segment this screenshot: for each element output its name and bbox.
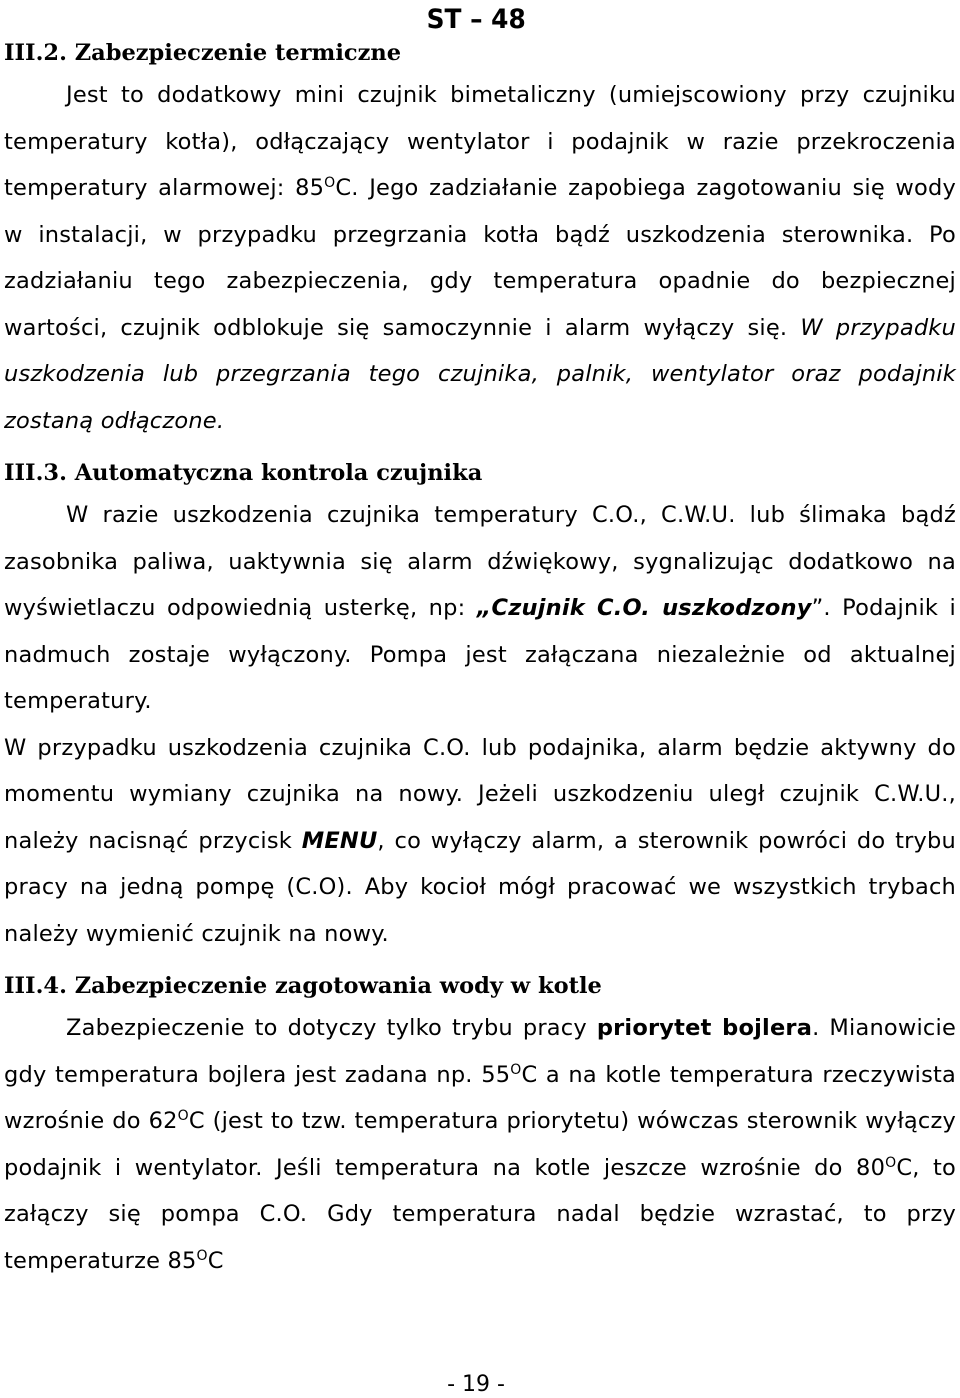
- paragraph-sensor-control-1: [4, 492, 956, 725]
- page-number: [0, 1372, 960, 1397]
- document-body: [4, 38, 956, 1284]
- text-run: ”: [811, 595, 824, 621]
- text-run: W razie uszkodzenia czujnika temperatury C.O., C.W.U. lub ślimaka bądź zasobnika paliwa, uaktywnia się alarm dźwiękowy, sygnalizując dodatkowo na wyświetlaczu odpowiednią usterkę, np:: [4, 502, 956, 621]
- degree-superscript: O: [510, 1061, 522, 1078]
- text-run: C a na kotle temperatura rzeczywista wzrośnie do 62: [4, 1061, 956, 1134]
- text-run: Zabezpieczenie to dotyczy tylko trybu pracy: [66, 1015, 597, 1041]
- text-run: W przypadku uszkodzenia czujnika C.O. lub podajnika, alarm będzie aktywny do momentu wymiany czujnika na nowy. Jeżeli uszkodzeniu uległ czujnik C.W.U., należy nacisnąć przycisk: [4, 734, 956, 854]
- text-run: . Podajnik i nadmuch zostaje wyłączony. Pompa jest załączana niezależnie od aktualnej temperatury.: [4, 595, 956, 714]
- text-run: . Mianowicie gdy temperatura bojlera jest zadana np. 55: [4, 1015, 956, 1088]
- section-title-sensor-control: III.3. Automatyczna kontrola czujnika: [4, 460, 483, 486]
- text-run: C: [207, 1247, 224, 1274]
- section-title-boiling-protection: III.4. Zabezpieczenie zagotowania wody w kotle: [4, 973, 602, 999]
- menu-button-reference: MENU: [301, 827, 378, 854]
- degree-superscript: O: [324, 175, 336, 191]
- paragraph-boiling-protection: [4, 1005, 956, 1284]
- text-run: Jest to dodatkowy mini czujnik bimetaliczny (umiejscowiony przy czujniku temperatury kotła), odłączający wentylator i podajnik w razie przekroczenia temperatury alarmowej: 85: [4, 82, 956, 201]
- paragraph-thermal-protection: [4, 72, 956, 444]
- text-run: C. Jego zadziałanie zapobiega zagotowaniu się wody w instalacji, w przypadku przegrzania kotła bądź uszkodzenia sterownika. Po zadziałaniu tego zabezpieczenia, gdy temperatura opadnie do bezpiecznej wartości, czujnik odblokuje się samoczynnie i alarm wyłączy się.: [4, 175, 956, 341]
- text-run: , co wyłączy alarm, a sterownik powróci do trybu pracy na jedną pompę (C.O). Aby kocioł mógł pracować we wszystkich trybach należy wymienić czujnik na nowy.: [4, 827, 957, 947]
- degree-superscript: O: [196, 1247, 208, 1264]
- bold-text-run: priorytet bojlera: [596, 1015, 813, 1041]
- paragraph-sensor-control-2: [4, 725, 956, 958]
- degree-superscript: O: [885, 1154, 897, 1171]
- text-run: C, to załączy się pompa C.O. Gdy temperatura nadal będzie wzrastać, to przy temperaturze 85: [4, 1154, 957, 1274]
- error-message-example: „Czujnik C.O. uszkodzony: [476, 595, 812, 621]
- degree-superscript: O: [177, 1108, 189, 1124]
- text-run: C (jest to tzw. temperatura priorytetu) wówczas sterownik wyłączy podajnik i wentylator. Jeśli temperatura na kotle jeszcze wzrośnie do 80: [4, 1108, 957, 1181]
- italic-text-run: W przypadku uszkodzenia lub przegrzania tego czujnika, palnik, wentylator oraz podajnik zostaną odłączone.: [4, 314, 956, 434]
- section-title-thermal-protection: III.2. Zabezpieczenie termiczne: [4, 40, 402, 66]
- page-number-text: - 19 -: [447, 1372, 505, 1397]
- page-header-code: ST – 48: [426, 4, 526, 35]
